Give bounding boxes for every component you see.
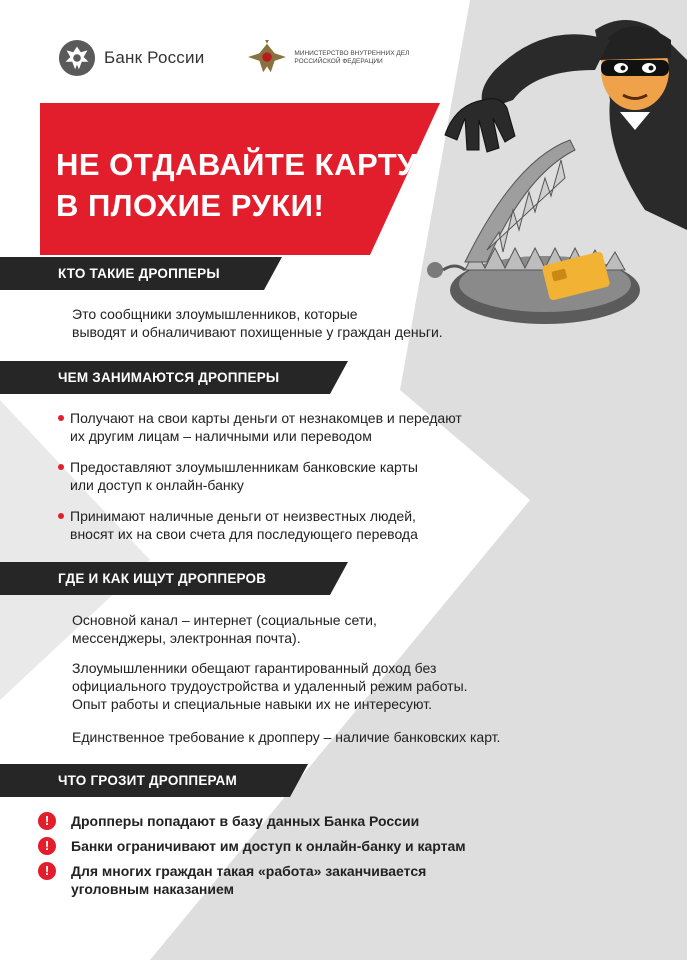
- double-eagle-icon: [58, 39, 96, 77]
- section-what-header: [0, 361, 348, 394]
- where-paragraph-3: Единственное требование к дропперу – наличие банковских карт.: [72, 729, 501, 745]
- headline: [56, 144, 417, 226]
- headline-line-2: В ПЛОХИЕ РУКИ!: [56, 188, 325, 223]
- exclamation-circle-icon: !: [38, 837, 56, 855]
- exclamation-circle-icon: !: [38, 862, 56, 880]
- mvd-name: МИНИСТЕРСТВО ВНУТРЕННИХ ДЕЛ РОССИЙСКОЙ ФЕДЕРАЦИИ: [294, 50, 410, 65]
- red-dot-icon: [58, 415, 64, 421]
- logos-row: [58, 38, 414, 78]
- section-where-header: [0, 562, 348, 595]
- headline-line-1: НЕ ОТДАВАЙТЕ КАРТУ: [56, 147, 417, 182]
- section-what-title: ЧЕМ ЗАНИМАЮТСЯ ДРОППЕРЫ: [58, 370, 280, 385]
- section-who-header: [0, 257, 282, 290]
- who-paragraph: Это сообщники злоумышленников, которые выводят и обналичивают похищенные у граждан деньги.: [72, 306, 443, 340]
- mvd-logo: [246, 40, 414, 76]
- thief-trap-illustration: [395, 0, 687, 352]
- red-dot-icon: [58, 513, 64, 519]
- mvd-eagle-icon: [246, 40, 288, 76]
- where-paragraph-2: Злоумышленники обещают гарантированный доход без официального трудоустройства и удаленный режим работы. Опыт работы и специальные навыки их не интересуют.: [72, 660, 468, 712]
- bank-of-russia-logo: [58, 39, 204, 77]
- exclamation-circle-icon: !: [38, 812, 56, 830]
- section-where-title: ГДЕ И КАК ИЩУТ ДРОППЕРОВ: [58, 571, 267, 586]
- section-who-title: КТО ТАКИЕ ДРОППЕРЫ: [58, 266, 220, 281]
- bank-of-russia-name: Банк России: [104, 48, 205, 67]
- where-paragraph-1: Основной канал – интернет (социальные сети, мессенджеры, электронная почта).: [72, 612, 377, 646]
- section-threat-title: ЧТО ГРОЗИТ ДРОППЕРАМ: [58, 773, 237, 788]
- red-dot-icon: [58, 464, 64, 470]
- section-threat-header: [0, 764, 308, 797]
